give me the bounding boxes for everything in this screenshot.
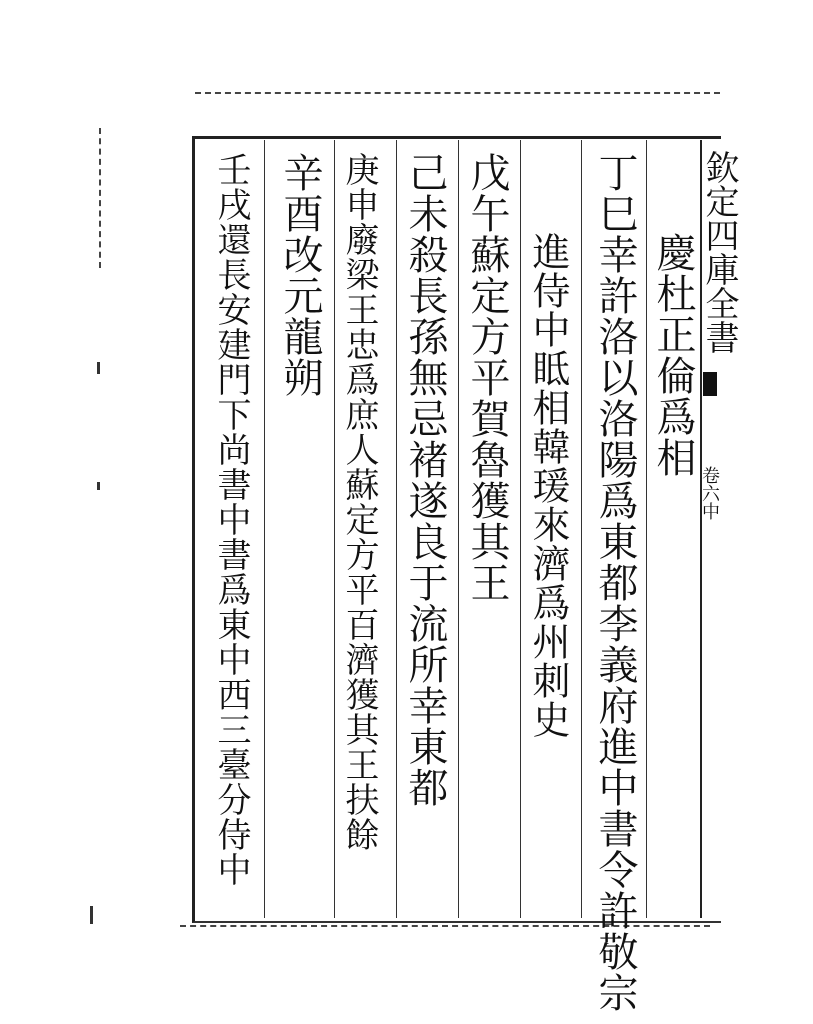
- text-column-3: 慶杜正倫爲相: [650, 232, 696, 478]
- text-column-1: 丁巳幸許洛以洛陽爲東都李義府進中書令許敬宗: [592, 152, 638, 1013]
- column-rule: [520, 140, 521, 918]
- column-rule: [264, 140, 265, 918]
- text-column-2: 進侍中眡相韓瑗來濟爲州刺史: [526, 232, 570, 739]
- text-column-5: 己未殺長孫無忌褚遂良于流所幸東都: [402, 152, 448, 808]
- page-frame: [192, 136, 721, 923]
- text-column-8: 壬戌還長安建門下尚書中書爲東中西三臺分侍中: [211, 152, 251, 887]
- margin-speck: [97, 362, 100, 374]
- column-rule: [334, 140, 335, 918]
- book-title: 欽定四庫全書: [699, 150, 739, 354]
- margin-speck: [97, 482, 100, 490]
- text-column-7: 辛酉改元龍朔: [277, 152, 323, 398]
- top-border-mark: [195, 92, 720, 94]
- text-column-6: 庚申廢梁王忠爲庶人蘇定方平百濟獲其王扶餘: [339, 152, 379, 852]
- text-column-4: 戊午蘇定方平賀魯獲其王: [464, 152, 510, 603]
- column-rule: [646, 140, 647, 918]
- column-rule: [581, 140, 582, 918]
- column-rule: [396, 140, 397, 918]
- fish-tail-mark: [703, 372, 717, 396]
- margin-speck: [90, 906, 93, 924]
- volume-label: 卷六中: [699, 466, 720, 520]
- column-rule: [458, 140, 459, 918]
- left-margin-mark: [99, 128, 101, 268]
